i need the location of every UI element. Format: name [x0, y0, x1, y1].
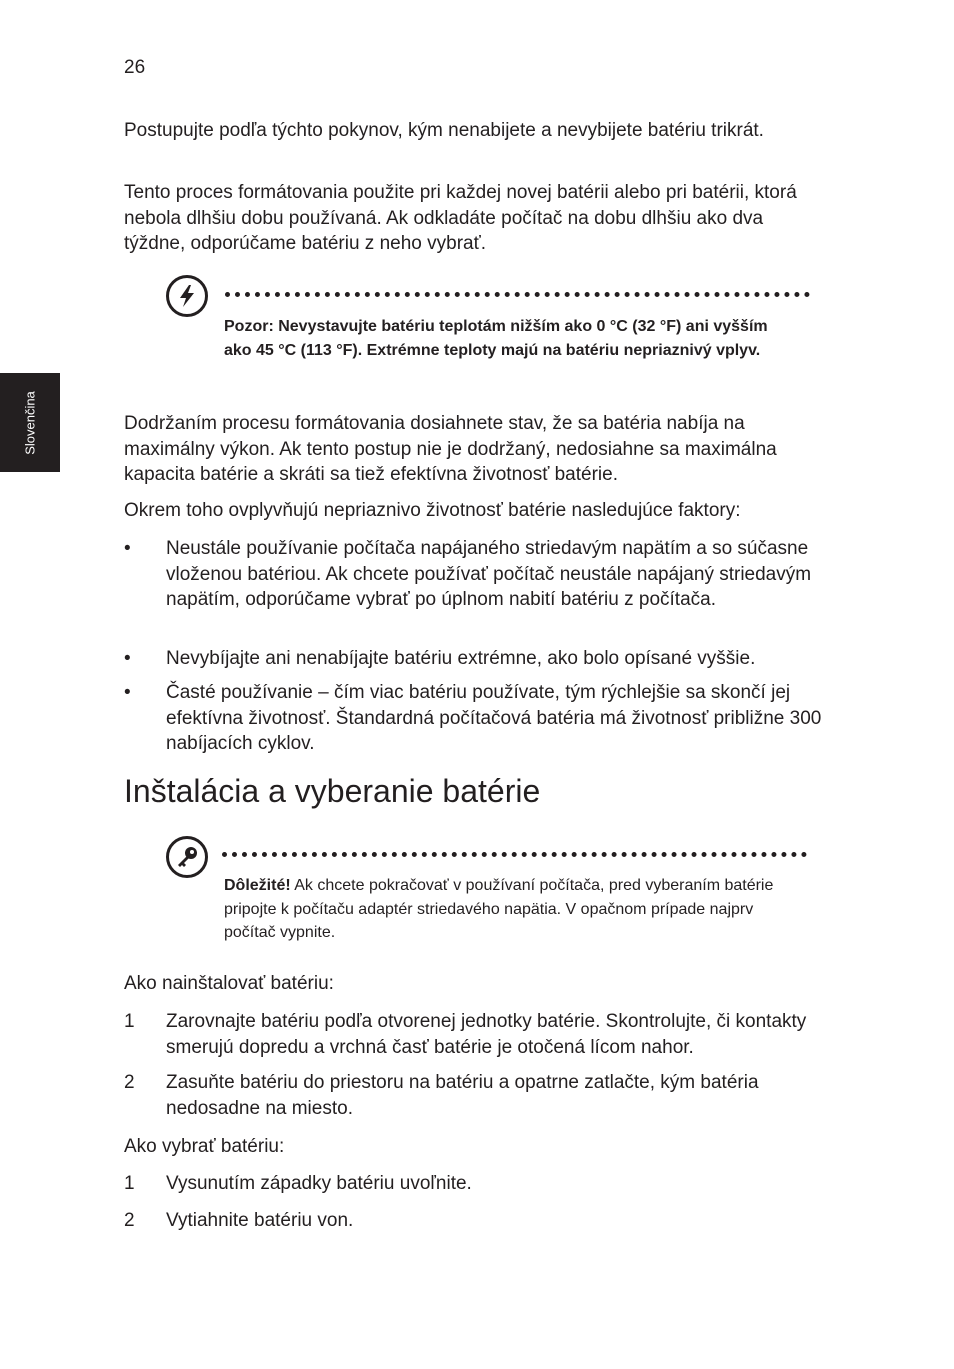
- step-number: 1: [124, 1173, 135, 1194]
- important-body: Ak chcete pokračovať v používaní počítača, pred vyberaním batérie pripojte k počítaču adaptér striedavého napätia. V opačnom prípade najprv počítač vypnite.: [224, 877, 774, 941]
- step-number: 1: [124, 1011, 135, 1032]
- list-item-text: Neustále používanie počítača napájaného striedavým napätím a so súčasne vloženou batériou. Ak chcete používať počítač neustále napájaný striedavým napätím, odporúčame vybrať po úplnom nabití batériu z počítača.: [166, 538, 812, 610]
- section-heading: Inštalácia a vyberanie batérie: [124, 773, 541, 809]
- paragraph-result: Dodržaním procesu formátovania dosiahnete stav, že sa batéria nabíja na maximálny výkon. Ak tento postup nie je dodržaný, nedosiahne sa maximálna kapacita batérie a skráti sa tiež efektívna životnosť batérie.: [124, 413, 777, 485]
- paragraph-intro: Postupujte podľa týchto pokynov, kým nenabijete a nevybijete batériu trikrát.: [124, 120, 764, 141]
- step-text: Zarovnajte batériu podľa otvorenej jednotky batérie. Skontrolujte, či kontakty smerujú dopredu a vrchná časť batérie je otočená lícom nahor.: [166, 1011, 807, 1058]
- important-text: [224, 874, 784, 945]
- warning-divider: [225, 292, 810, 297]
- warning-lightning-icon: [166, 275, 208, 317]
- warning-text: Pozor: Nevystavujte batériu teplotám nižším ako 0 °C (32 °F) ani vyšším ako 45 °C (113 °F). Extrémne teploty majú na batériu nepriaznivý vplyv.: [224, 318, 768, 359]
- important-key-icon: [166, 836, 208, 878]
- list-item-text: Nevybíjajte ani nenabíjajte batériu extrémne, ako bolo opísané vyššie.: [166, 648, 756, 669]
- important-label: Dôležité!: [224, 877, 291, 894]
- step-number: 2: [124, 1072, 135, 1093]
- paragraph-formatting: Tento proces formátovania použite pri každej novej batérii alebo pri batérii, ktorá nebola dlhšiu dobu používaná. Ak odkladáte počítač na dobu dlhšiu ako dva týždne, odporúčame batériu z neho vybrať.: [124, 182, 797, 254]
- bullet-marker: •: [124, 648, 131, 669]
- bullet-marker: •: [124, 538, 131, 559]
- paragraph-factors: Okrem toho ovplyvňujú nepriaznivo životnosť batérie nasledujúce faktory:: [124, 500, 741, 521]
- list-item-text: Časté používanie – čím viac batériu používate, tým rýchlejšie sa skončí jej efektívna životnosť. Štandardná počítačová batéria má životnosť približne 300 nabíjacích cyklov.: [166, 682, 822, 754]
- step-text: Vysunutím západky batériu uvoľnite.: [166, 1173, 472, 1194]
- important-divider: [222, 852, 807, 857]
- install-intro: Ako nainštalovať batériu:: [124, 973, 334, 994]
- step-text: Vytiahnite batériu von.: [166, 1210, 354, 1231]
- remove-intro: Ako vybrať batériu:: [124, 1136, 285, 1157]
- language-side-tab-label: Slovenčina: [22, 391, 38, 455]
- step-text: Zasuňte batériu do priestoru na batériu a opatrne zatlačte, kým batéria nedosadne na miesto.: [166, 1072, 759, 1119]
- page-number: 26: [124, 57, 146, 78]
- bullet-marker: •: [124, 682, 131, 703]
- language-side-tab: [0, 373, 60, 472]
- step-number: 2: [124, 1210, 135, 1231]
